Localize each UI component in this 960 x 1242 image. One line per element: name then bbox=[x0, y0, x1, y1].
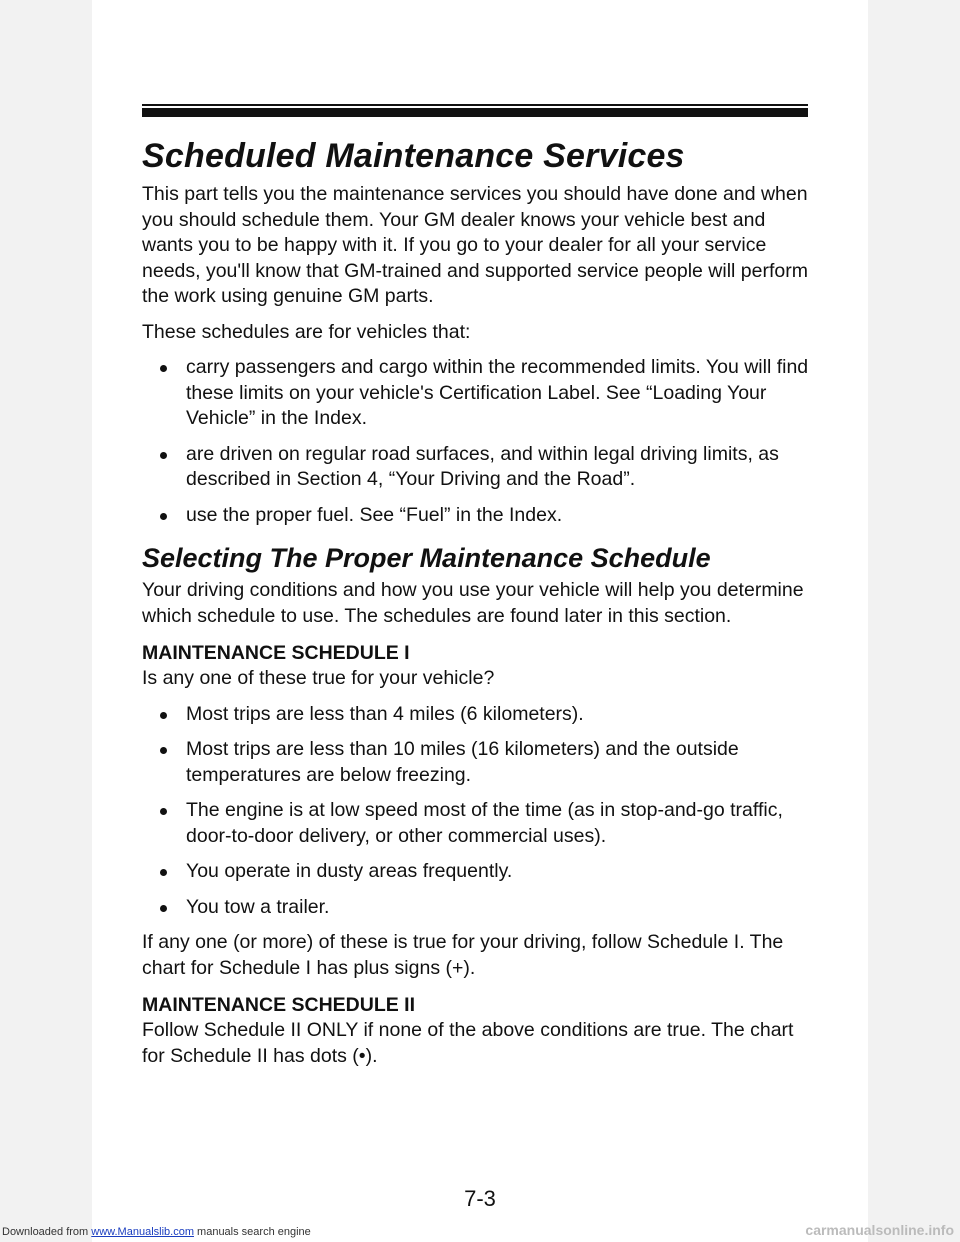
bullet-icon bbox=[160, 905, 167, 912]
bullet-icon bbox=[160, 808, 167, 815]
list-item: are driven on regular road surfaces, and within legal driving limits, as described in Section 4, “Your Driving and the Road”. bbox=[160, 442, 812, 493]
schedule2-title: MAINTENANCE SCHEDULE II bbox=[142, 994, 416, 1016]
bullet-icon bbox=[160, 712, 167, 719]
site-watermark: carmanualsonline.info bbox=[805, 1222, 954, 1238]
schedules-intro: These schedules are for vehicles that: bbox=[142, 320, 471, 343]
header-rule-thick bbox=[142, 108, 808, 117]
list-item: The engine is at low speed most of the time (as in stop-and-go traffic, door-to-door delivery, or other commercial uses). bbox=[160, 798, 812, 849]
manualslib-link[interactable]: www.Manualslib.com bbox=[91, 1226, 194, 1238]
page-number: 7-3 bbox=[464, 1186, 496, 1211]
selecting-paragraph: Your driving conditions and how you use your vehicle will help you determine which schedule to use. The schedules are found later in this section. bbox=[142, 579, 804, 627]
footer-suffix: manuals search engine bbox=[193, 1226, 311, 1238]
bullet-icon bbox=[160, 869, 167, 876]
schedule2-text: Follow Schedule II ONLY if none of the above conditions are true. The chart for Schedule II has dots (•). bbox=[142, 1019, 794, 1067]
header-rule-thin bbox=[142, 104, 808, 106]
footer-prefix: Downloaded from bbox=[2, 1226, 92, 1238]
bullet-icon bbox=[160, 747, 167, 754]
list-item: You tow a trailer. bbox=[160, 895, 812, 921]
section-heading: Scheduled Maintenance Services bbox=[142, 137, 685, 175]
bullet-icon bbox=[160, 365, 167, 372]
selecting-heading: Selecting The Proper Maintenance Schedule bbox=[142, 543, 711, 573]
intro-paragraph: This part tells you the maintenance services you should have done and when you should schedule them. Your GM dealer knows your vehicle best and wants you to be happy with it. If you go to your dealer for all your service needs, you'll know that GM-trained and supported service people will perform the work using genuine GM parts. bbox=[142, 183, 808, 307]
download-footer bbox=[2, 1226, 311, 1238]
schedule1-list bbox=[142, 702, 812, 921]
schedule1-note: If any one (or more) of these is true for your driving, follow Schedule I. The chart for Schedule I has plus signs (+). bbox=[142, 931, 784, 979]
bullet-icon bbox=[160, 452, 167, 459]
list-item: Most trips are less than 4 miles (6 kilometers). bbox=[160, 702, 812, 728]
list-item: carry passengers and cargo within the recommended limits. You will find these limits on your vehicle's Certification Label. See “Loading Your Vehicle” in the Index. bbox=[160, 355, 812, 432]
list-item: Most trips are less than 10 miles (16 kilometers) and the outside temperatures are below freezing. bbox=[160, 737, 812, 788]
page-content bbox=[142, 136, 812, 1079]
conditions-list bbox=[142, 355, 812, 528]
list-item: use the proper fuel. See “Fuel” in the Index. bbox=[160, 503, 812, 529]
list-item: You operate in dusty areas frequently. bbox=[160, 859, 812, 885]
schedule1-question: Is any one of these true for your vehicle? bbox=[142, 667, 495, 689]
schedule1-title: MAINTENANCE SCHEDULE I bbox=[142, 642, 410, 664]
bullet-icon bbox=[160, 513, 167, 520]
